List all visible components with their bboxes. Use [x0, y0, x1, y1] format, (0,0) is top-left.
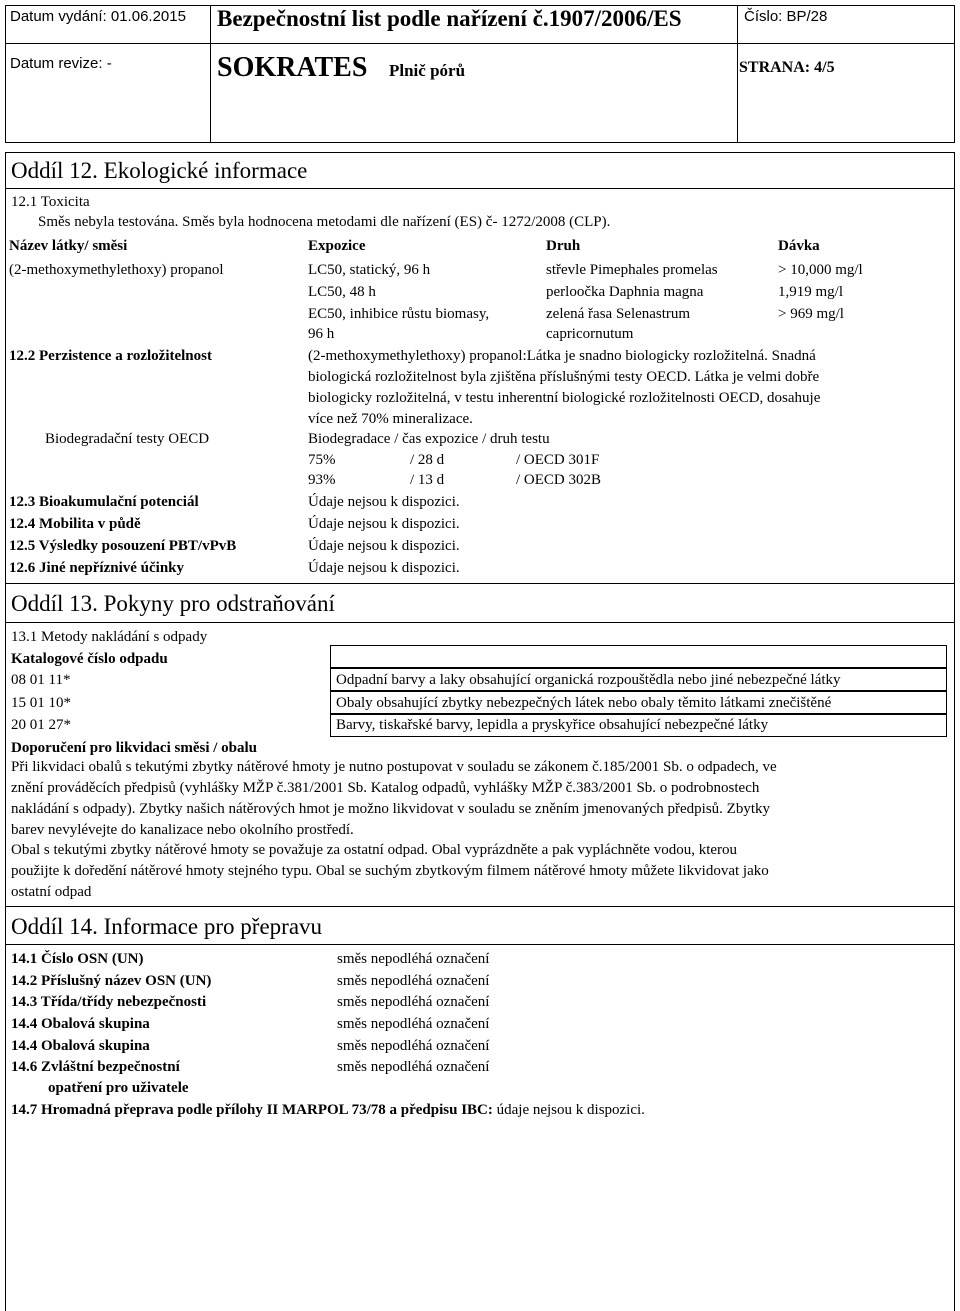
section-14-title: Oddíl 14. Informace pro přepravu: [11, 914, 323, 939]
table-cell-species: zelená řasa Selenastrum: [546, 306, 691, 322]
mobility-value: Údaje nejsou k dispozici.: [308, 516, 460, 532]
transport-value: směs nepodléhá označení: [337, 1059, 490, 1075]
recommend-heading: Doporučení pro likvidaci směsi / obalu: [11, 740, 258, 756]
oecd-pct: 93%: [308, 472, 336, 488]
table-cell-exposure: LC50, 48 h: [308, 284, 376, 300]
transport-value: směs nepodléhá označení: [337, 994, 490, 1010]
transport-value: směs nepodléhá označení: [337, 951, 490, 967]
marpol-line: [11, 1101, 645, 1120]
header-divider: [210, 5, 211, 43]
marpol-label: 14.7 Hromadná přeprava podle přílohy II MARPOL 73/78 a předpisu IBC:: [11, 1102, 493, 1118]
persistence-line: biologicky rozložitelná, v testu inherentní biologické rozložitelnosti OECD, dosahuje: [308, 390, 821, 406]
table-header-exposure: Expozice: [308, 238, 366, 254]
section-divider: [5, 906, 955, 907]
waste-code: 20 01 27*: [11, 717, 71, 733]
persistence-heading: 12.2 Perzistence a rozložitelnost: [9, 348, 212, 364]
section-13-title: Oddíl 13. Pokyny pro odstraňování: [11, 591, 335, 616]
header-divider: [5, 43, 955, 44]
oecd-label: Biodegradační testy OECD: [45, 431, 210, 447]
catalog-heading: Katalogové číslo odpadu: [11, 651, 168, 667]
table-cell-dose: > 969 mg/l: [778, 306, 844, 322]
transport-label: 14.1 Číslo OSN (UN): [11, 951, 144, 967]
table-cell-dose: 1,919 mg/l: [778, 284, 844, 300]
transport-label: 14.4 Obalová skupina: [11, 1016, 150, 1032]
waste-desc: Obaly obsahující zbytky nebezpečných látek nebo obaly těmito látkami znečištěné: [336, 695, 832, 711]
bioaccumulation-label: 12.3 Bioakumulační potenciál: [9, 494, 199, 510]
oecd-header: Biodegradace / čas expozice / druh testu: [308, 431, 550, 447]
transport-value: směs nepodléhá označení: [337, 1038, 490, 1054]
persistence-line: biologická rozložitelnost byla zjištěna příslušnými testy OECD. Látka je velmi dobře: [308, 369, 820, 385]
oecd-test: / OECD 302B: [516, 472, 602, 488]
transport-value: směs nepodléhá označení: [337, 1016, 490, 1032]
table-cell-species: perloočka Daphnia magna: [546, 284, 704, 300]
table-cell-species-cont: capricornutum: [546, 326, 634, 342]
waste-code: 15 01 10*: [11, 695, 71, 711]
waste-desc: Barvy, tiskařské barvy, lepidla a pryskyřice obsahující nebezpečné látky: [336, 717, 769, 733]
recommend-line: nakládání s odpady). Zbytky našich nátěrových hmot je možno likvidovat v souladu se zněním jmenovaných předpisů. Zbytky: [11, 801, 771, 817]
transport-label: 14.4 Obalová skupina: [11, 1038, 150, 1054]
product-subtitle: Plnič pórů: [389, 61, 466, 80]
table-cell-exposure-cont: 96 h: [308, 326, 335, 342]
header-divider: [210, 43, 211, 143]
table-cell-dose: > 10,000 mg/l: [778, 262, 863, 278]
table-cell-exposure: LC50, statický, 96 h: [308, 262, 431, 278]
document-number: Číslo: BP/28: [744, 8, 828, 25]
oecd-time: / 28 d: [410, 452, 445, 468]
section-divider: [5, 152, 955, 153]
oecd-test: / OECD 301F: [516, 452, 600, 468]
section-divider: [5, 188, 955, 189]
pbt-value: Údaje nejsou k dispozici.: [308, 538, 460, 554]
table-cell-substance: (2-methoxymethylethoxy) propanol: [9, 262, 224, 278]
recommend-line: znění prováděcích předpisů (vyhlášky MŽP č.381/2001 Sb. Katalog odpadů, vyhlášky MŽP č.383/2001 Sb. o podrobnostech: [11, 780, 760, 796]
marpol-value: údaje nejsou k dispozici.: [492, 1102, 645, 1118]
transport-label-cont: opatření pro uživatele: [48, 1080, 189, 1096]
table-cell-exposure: EC50, inhibice růstu biomasy,: [308, 306, 490, 322]
table-header-substance: Název látky/ směsi: [9, 238, 128, 254]
issue-date: Datum vydání: 01.06.2015: [10, 8, 186, 25]
bioaccumulation-value: Údaje nejsou k dispozici.: [308, 494, 460, 510]
recommend-line: použijte k doředění nátěrové hmoty stejného typu. Obal se suchým zbytkovým filmem nátěrové hmoty můžete likvidovat jako: [11, 863, 769, 879]
toxicity-text: Směs nebyla testována. Směs byla hodnocena metodami dle nařízení (ES) č- 1272/2008 (CLP).: [38, 214, 611, 230]
persistence-line: více než 70% mineralizace.: [308, 411, 473, 427]
waste-desc-header-cell: [330, 645, 947, 668]
table-cell-species: střevle Pimephales promelas: [546, 262, 718, 278]
header-divider: [737, 5, 738, 143]
transport-value: směs nepodléhá označení: [337, 973, 490, 989]
table-header-dose: Dávka: [778, 238, 820, 254]
section-12-title: Oddíl 12. Ekologické informace: [11, 158, 308, 183]
section-divider: [5, 944, 955, 945]
oecd-time: / 13 d: [410, 472, 445, 488]
oecd-pct: 75%: [308, 452, 336, 468]
product-name: SOKRATES: [217, 52, 368, 83]
persistence-line: (2-methoxymethylethoxy) propanol:Látka je snadno biologicky rozložitelná. Snadná: [308, 348, 816, 364]
recommend-line: Při likvidaci obalů s tekutými zbytky nátěrové hmoty je nutno postupovat v souladu se zákonem č.185/2001 Sb. o odpadech, ve: [11, 759, 777, 775]
recommend-line: Obal s tekutými zbytky nátěrové hmoty se považuje za ostatní odpad. Obal vyprázdněte a pak vypláchněte vodou, kterou: [11, 842, 738, 858]
mobility-label: 12.4 Mobilita v půdě: [9, 516, 141, 532]
document-title: Bezpečnostní list podle nařízení č.1907/2006/ES: [217, 6, 682, 31]
recommend-line: ostatní odpad: [11, 884, 92, 900]
other-effects-label: 12.6 Jiné nepříznivé účinky: [9, 560, 185, 576]
transport-label: 14.3 Třída/třídy nebezpečnosti: [11, 994, 207, 1010]
page-number: STRANA: 4/5: [739, 59, 835, 76]
table-header-species: Druh: [546, 238, 581, 254]
waste-code: 08 01 11*: [11, 672, 71, 688]
waste-desc: Odpadní barvy a laky obsahující organická rozpouštědla nebo jiné nebezpečné látky: [336, 672, 841, 688]
other-effects-value: Údaje nejsou k dispozici.: [308, 560, 460, 576]
section-divider: [5, 622, 955, 623]
recommend-line: barev nevylévejte do kanalizace nebo okolního prostředí.: [11, 822, 354, 838]
transport-label: 14.6 Zvláštní bezpečnostní: [11, 1059, 180, 1075]
toxicity-heading: 12.1 Toxicita: [11, 194, 90, 210]
pbt-label: 12.5 Výsledky posouzení PBT/vPvB: [9, 538, 237, 554]
methods-heading: 13.1 Metody nakládání s odpady: [11, 629, 208, 645]
revision-date: Datum revize: -: [10, 55, 112, 72]
transport-label: 14.2 Příslušný název OSN (UN): [11, 973, 212, 989]
section-divider: [5, 583, 955, 584]
